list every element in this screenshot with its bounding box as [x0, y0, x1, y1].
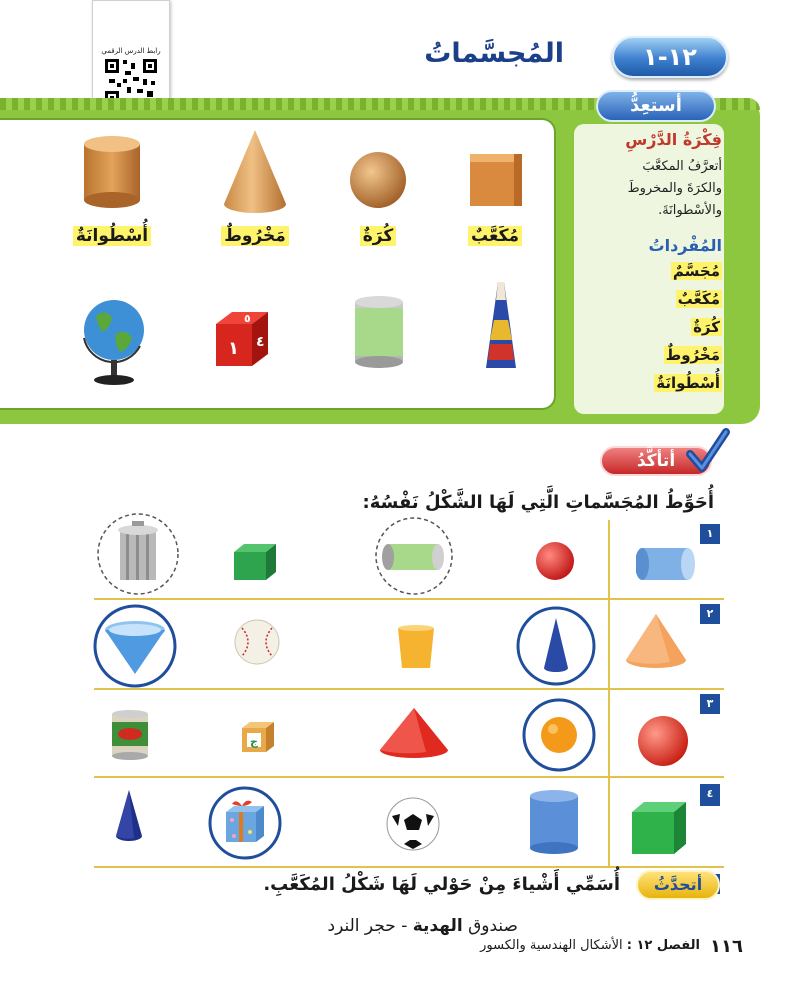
- lesson-number-badge: ١٢-١: [612, 36, 728, 78]
- globe-icon: [80, 298, 148, 388]
- answer-prefix: صندوق: [462, 916, 518, 936]
- orange-cup-icon[interactable]: [396, 624, 436, 672]
- lesson-idea-line: والأسْطوانَةَ.: [658, 203, 722, 218]
- chapter-title: الأشكال الهندسية والكسور: [480, 938, 627, 953]
- grid-line: [94, 598, 724, 600]
- talk-prompt: أُسَمِّي أَشْياءَ مِنْ حَوْلي لَهَا شَكْلُ المُكَعَّبِ.: [263, 874, 620, 895]
- answer-bold: الهدية: [412, 916, 463, 936]
- green-can-icon: [352, 294, 406, 370]
- letter-block-cube-icon[interactable]: [240, 720, 276, 754]
- chapter-footer: [480, 938, 700, 953]
- svg-text:١: ١: [228, 338, 239, 359]
- talk-label: أتحدَّثُ: [636, 870, 720, 900]
- vocabulary-item: كُرَةٌ: [693, 318, 720, 336]
- vocabulary-item: مُكَعَّبٌ: [677, 290, 720, 308]
- food-can-icon[interactable]: [110, 708, 150, 762]
- qr-title: رابط الدرس الرقمي: [101, 47, 161, 55]
- blue-funnel-cone-circled-icon[interactable]: [92, 604, 178, 688]
- row-number-1: ١: [700, 524, 720, 544]
- vocabulary-list: [602, 262, 722, 402]
- lesson-idea-heading: فِكْرَةُ الدَّرْسِ: [625, 130, 722, 149]
- grid-line: [94, 776, 724, 778]
- wooden-cone-icon: [222, 128, 288, 216]
- label-cube: مُكَعَّبٌ: [445, 226, 545, 246]
- svg-text:٤: ٤: [256, 334, 265, 350]
- lesson-idea-line: أتعرَّفُ المكعَّبَ: [642, 159, 722, 174]
- talk-answer: [218, 916, 518, 936]
- label-cone: مَخْرُوطٌ: [205, 226, 305, 246]
- answer-suffix: - حجر النرد: [327, 916, 413, 936]
- green-can-circled-icon[interactable]: [374, 516, 454, 596]
- checkmark-icon: [686, 428, 730, 476]
- grid-line: [94, 866, 724, 868]
- orange-fruit-circled-icon[interactable]: [520, 696, 598, 774]
- prepare-tab: أستعِدُّ: [596, 90, 716, 122]
- blue-cylinder-tall-icon[interactable]: [528, 788, 580, 856]
- chapter-label: الفصل ١٢ :: [626, 938, 700, 953]
- svg-text:٥: ٥: [244, 312, 251, 325]
- gift-box-circled-icon[interactable]: [206, 784, 284, 862]
- red-sphere-icon[interactable]: [636, 714, 690, 768]
- orange-cone-icon[interactable]: [624, 612, 688, 670]
- row-number-3: ٣: [700, 694, 720, 714]
- red-dice-cube-icon: [212, 308, 274, 370]
- page-number: ١١٦: [710, 936, 743, 957]
- blue-cylinder-icon[interactable]: [636, 542, 698, 586]
- grid-divider: [608, 520, 610, 866]
- green-box-icon[interactable]: [232, 542, 278, 582]
- red-cone-icon[interactable]: [378, 706, 450, 760]
- label-cylinder: أُسْطُوانَةٌ: [62, 226, 162, 246]
- red-ball-icon[interactable]: [534, 540, 576, 582]
- party-horn-cone-icon: [484, 280, 518, 372]
- lesson-idea-line: والكرَةَ والمخروطَ: [627, 181, 722, 196]
- navy-cone-icon[interactable]: [114, 788, 144, 844]
- check-tab: أتأكَّدُ: [600, 446, 712, 476]
- lesson-idea-text: [582, 156, 722, 222]
- vocabulary-item: مُجَسَّمٌ: [672, 262, 720, 280]
- vocabulary-item: مَخْرُوطٌ: [665, 346, 720, 364]
- grid-line: [94, 688, 724, 690]
- row-number-4: ٤: [700, 784, 720, 806]
- label-sphere: كُرَةٌ: [328, 226, 428, 246]
- green-cube-icon[interactable]: [630, 800, 690, 856]
- vocabulary-heading: المُفْرداتُ: [648, 236, 722, 255]
- wooden-cylinder-icon: [80, 134, 144, 210]
- baseball-icon[interactable]: [232, 618, 282, 666]
- lesson-title: المُجسَّماتُ: [424, 38, 564, 69]
- row-number-2: ٢: [700, 604, 720, 624]
- blue-cone-circled-icon[interactable]: [514, 604, 598, 688]
- exercise-instruction: أُحَوِّطُ المُجَسَّماتِ الَّتِي لَهَا الشَّكْلُ نَفْسُهُ:: [362, 492, 714, 513]
- vocabulary-item: أُسْطُوانَةٌ: [656, 374, 720, 392]
- wooden-cube-icon: [466, 150, 524, 208]
- wooden-sphere-icon: [348, 150, 408, 210]
- soccer-ball-icon[interactable]: [384, 796, 442, 852]
- svg-text:ج: ج: [250, 735, 258, 748]
- trash-can-circled-icon[interactable]: [96, 512, 180, 596]
